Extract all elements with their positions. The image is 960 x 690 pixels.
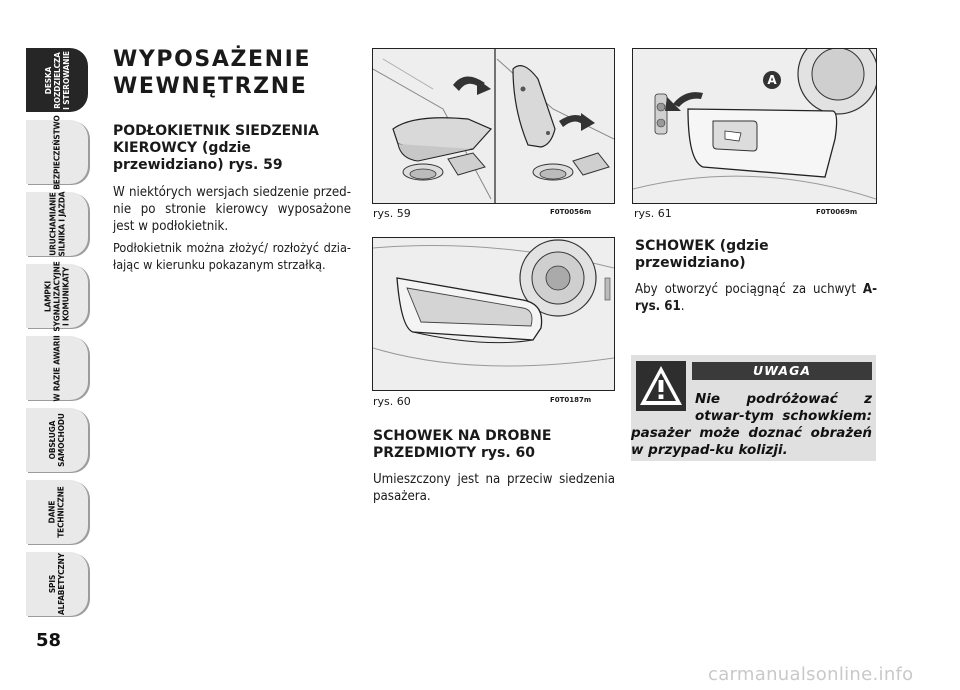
tab-label: URUCHAMIANIE SILNIKA I JAZDA xyxy=(47,191,67,257)
figure-61-glovebox xyxy=(632,48,877,204)
tab-lampki[interactable] xyxy=(26,260,88,332)
figure-60-caption: rys. 60 xyxy=(373,395,411,408)
glovebox-heading: SCHOWEK (gdzie przewidziano) xyxy=(635,238,769,271)
glovebox-paragraph xyxy=(635,281,877,315)
figure-60-compartment xyxy=(372,237,615,391)
figure-60-code: F0T0187m xyxy=(550,396,592,404)
marker-a-label: A xyxy=(767,73,777,87)
armrest-heading: PODŁOKIETNIK SIEDZENIA KIEROWCY (gdzie przewidziano) rys. 59 xyxy=(113,123,319,173)
glovebox-text: Aby otworzyć pociągnąć za uchwyt xyxy=(635,282,863,297)
tab-w-razie-awarii[interactable] xyxy=(26,336,88,400)
glovebox-figure-ref: A-rys. 61 xyxy=(635,282,877,314)
small-compartment-heading: SCHOWEK NA DROBNE PRZEDMIOTY rys. 60 xyxy=(373,428,552,461)
glovebox-text-end: . xyxy=(680,299,685,314)
page-number: 58 xyxy=(36,630,62,651)
warning-label: UWAGA xyxy=(692,362,872,380)
watermark: carmanualsonline.info xyxy=(708,664,914,685)
tab-label: BEZPIECZEŃSTWO xyxy=(51,114,62,190)
page-title: WYPOSAŻENIE WEWNĘTRZNE xyxy=(113,47,312,99)
tab-label: OBSŁUGA SAMOCHODU xyxy=(46,413,66,467)
armrest-paragraph-2: Podłokietnik można złożyć/ rozłożyć dzia-łając w kierunku pokazanym strzałką. xyxy=(113,240,351,272)
tab-label: LAMPKI SYGNALIZACYJNE I KOMUNIKATY xyxy=(42,260,71,332)
tab-label: DESKA ROZDZIELCZA I STEROWANIE xyxy=(42,50,71,110)
warning-text xyxy=(631,391,872,459)
tab-uruchamianie[interactable] xyxy=(26,192,88,256)
tab-label: W RAZIE AWARII xyxy=(51,334,62,402)
marker-a xyxy=(763,71,781,89)
figure-61-code: F0T0069m xyxy=(816,208,858,216)
tab-spis-alfabetyczny[interactable] xyxy=(26,552,88,616)
figure-59-caption: rys. 59 xyxy=(373,207,411,220)
chapter-sidebar xyxy=(26,48,88,618)
tab-dane-techniczne[interactable] xyxy=(26,480,88,544)
tab-label: SPIS ALFABETYCZNY xyxy=(46,553,66,615)
warning-box xyxy=(631,355,876,461)
tab-obsluga[interactable] xyxy=(26,408,88,472)
tab-label: DANE TECHNICZNE xyxy=(46,486,66,538)
warning-text-body: Nie podróżować z otwar-tym schowkiem: pasażer może doznać obrażeń w przypad-ku kolizji. xyxy=(631,391,872,458)
figure-59-code: F0T0056m xyxy=(550,208,592,216)
armrest-paragraph-1: W niektórych wersjach siedzenie przed-nie po stronie kierowcy wyposażone jest w podłokietnik. xyxy=(113,185,351,234)
small-compartment-paragraph: Umieszczony jest na przeciw siedzenia pasażera. xyxy=(373,472,615,504)
tab-deska-rozdzielcza[interactable] xyxy=(26,48,88,112)
figure-61-caption: rys. 61 xyxy=(634,207,672,220)
figure-59-armrest xyxy=(372,48,615,204)
tab-bezpieczenstwo[interactable] xyxy=(26,114,88,190)
